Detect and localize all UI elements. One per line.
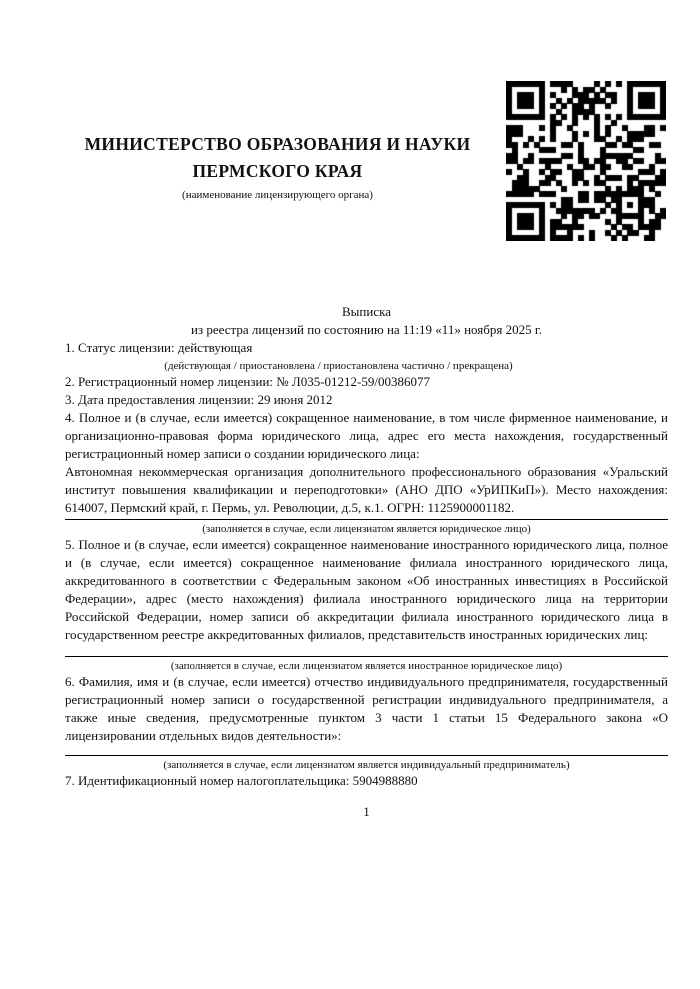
legal-entity-label: 4. Полное и (в случае, если имеется) сокращенное наименование, в том числе фирменное наименование, и организационно-правовая форма юридического лица, адрес его места нахождения, государственный регистрационный номер записи о создании юридического лица: xyxy=(65,410,668,461)
foreign-entity-blank-value xyxy=(65,644,668,654)
individual-entrepreneur-caption: (заполняется в случае, если лицензиатом является индивидуальный предприниматель) xyxy=(163,759,570,771)
document-body xyxy=(65,0,668,821)
legal-entity-underline xyxy=(65,519,668,520)
ministry-name-line1: МИНИСТЕРСТВО ОБРАЗОВАНИЯ И НАУКИ xyxy=(84,134,471,154)
foreign-entity-caption: (заполняется в случае, если лицензиатом является иностранное юридическое лицо) xyxy=(170,660,563,672)
individual-entrepreneur-label: 6. Фамилия, имя и (в случае, если имеется) отчество индивидуального предпринимателя, государственный регистрационный номер записи о государственной регистрации индивидуального предпринимателя, а также иные сведения, предусмотренные пунктом 3 части 1 статьи 15 Федерального закона «О лицензировании отдельных видов деятельности»: xyxy=(65,674,668,743)
licensing-authority-caption: (наименование лицензирующего органа) xyxy=(182,189,373,201)
document-subtitle: из реестра лицензий по состоянию на 11:19 «11» ноября 2025 г. xyxy=(191,322,542,337)
page-number: 1 xyxy=(363,804,370,819)
taxpayer-id-line: 7. Идентификационный номер налогоплательщика: 5904988880 xyxy=(65,773,418,788)
ministry-name-line2: ПЕРМСКОГО КРАЯ xyxy=(192,161,363,181)
document-title: Выписка xyxy=(342,304,391,319)
license-status-options-caption: (действующая / приостановлена / приостановлена частично / прекращена) xyxy=(164,360,513,372)
foreign-entity-label: 5. Полное и (в случае, если имеется) сокращенное наименование иностранного юридического лица, полное и (в случае, если имеется) сокращенное наименование филиала иностранного юридического лица, аккредитованного в соответствии с Федеральным законом «Об иностранных инвестициях в Российской Федерации», адрес (место нахождения) филиала иностранного юридического лица на территории Российской Федерации, номер записи об аккредитации филиала иностранного юридического лица в государственном реестре аккредитованных филиалов, представительств иностранных юридических лиц: xyxy=(65,537,668,642)
foreign-entity-underline xyxy=(65,656,668,657)
legal-entity-value: Автономная некоммерческая организация дополнительного профессионального образования «Уральский институт повышения квалификации и переподготовки» (АНО ДПО «УрИПКиП»). Место нахождения: 614007, Пермский край, г. Пермь, ул. Революции, д.5, к.1. ОГРН: 1125900001182. xyxy=(65,464,668,515)
license-status-line: 1. Статус лицензии: действующая xyxy=(65,340,253,355)
license-grant-date-line: 3. Дата предоставления лицензии: 29 июня 2012 xyxy=(65,392,333,407)
individual-entrepreneur-underline xyxy=(65,755,668,756)
legal-entity-caption: (заполняется в случае, если лицензиатом является юридическое лицо) xyxy=(202,523,531,535)
registration-number-line: 2. Регистрационный номер лицензии: № Л035-01212-59/00386077 xyxy=(65,374,431,389)
